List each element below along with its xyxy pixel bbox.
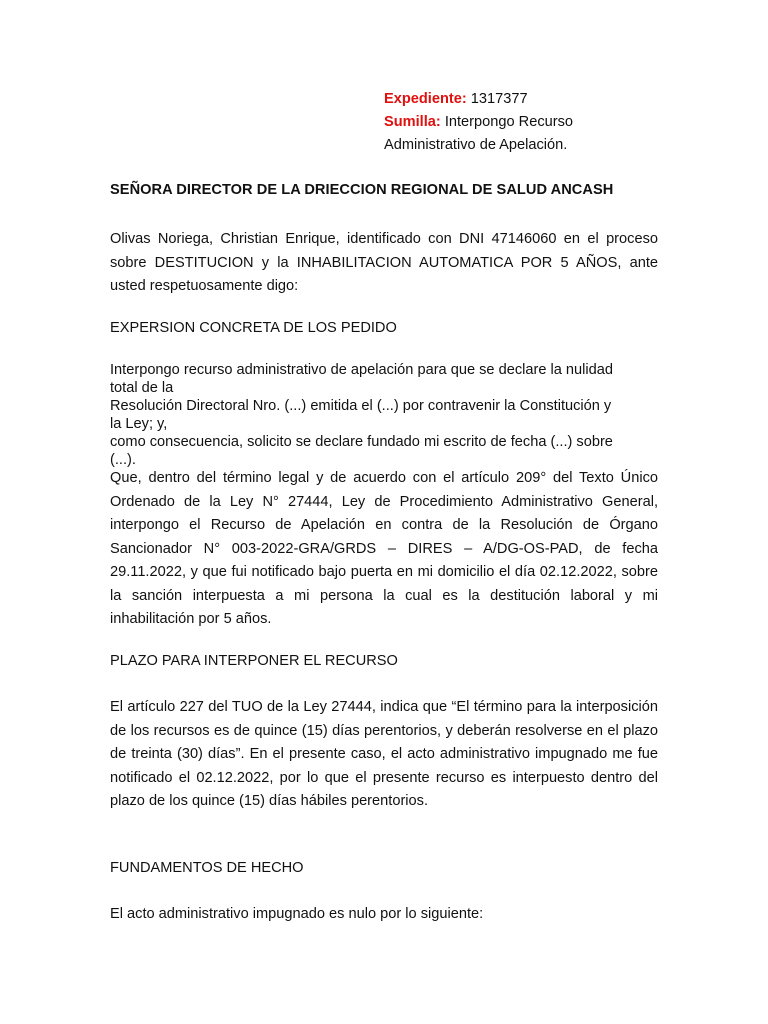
hecho-heading: FUNDAMENTOS DE HECHO	[110, 860, 304, 876]
sumilla-line	[384, 111, 684, 134]
expediente-value: 1317377	[466, 91, 528, 107]
sumilla-value: Interpongo Recurso	[440, 114, 574, 130]
plazo-heading: PLAZO PARA INTERPONER EL RECURSO	[110, 653, 398, 669]
pedido-paragraph: Que, dentro del término legal y de acuerdo con el artículo 209° del Texto Único Ordenado de la Ley N° 27444, Ley de Procedimiento Administrativo General, interpongo el Recurso de Apelación en contra de la Resolución de Órgano Sancionador N° 003-2022-GRA/GRDS – DIRES – A/DG-OS-PAD, de fecha 29.11.2022, y que fui notificado bajo puerta en mi domicilio el día 02.12.2022, sobre la sanción interpuesta a mi persona la cual es la destitución laboral y mi inhabilitación por 5 años.	[110, 470, 658, 627]
pedido-line: Resolución Directoral Nro. (...) emitida el (...) por contravenir la Constitución y	[110, 398, 612, 414]
plazo-paragraph: El artículo 227 del TUO de la Ley 27444, indica que “El término para la interposición de los recursos es de quince (15) días perentorios, y deberán resolverse en el plazo de treinta (30) días”. En el presente caso, el acto administrativo impugnado me fue notificado el 02.12.2022, por lo que el presente recurso es interpuesto dentro del plazo de los quince (15) días hábiles perentorios.	[110, 699, 658, 809]
pedido-line: (...).	[110, 451, 136, 468]
expediente-line	[384, 88, 684, 111]
pedido-line: la Ley; y,	[110, 415, 168, 432]
pedido-lines	[110, 363, 670, 468]
pedido-line: total de la	[110, 379, 174, 396]
sumilla-value-continued: Administrativo de Apelación.	[384, 137, 568, 153]
case-header	[384, 88, 684, 157]
pedido-heading: EXPERSION CONCRETA DE LOS PEDIDO	[110, 320, 397, 336]
pedido-line: como consecuencia, solicito se declare fundado mi escrito de fecha (...) sobre	[110, 434, 613, 450]
expediente-label: Expediente:	[384, 91, 467, 107]
pedido-line: Interpongo recurso administrativo de apelación para que se declare la nulidad	[110, 362, 613, 378]
intro-paragraph: Olivas Noriega, Christian Enrique, identificado con DNI 47146060 en el proceso sobre DESTITUCION y la INHABILITACION AUTOMATICA POR 5 AÑOS, ante usted respetuosamente digo:	[110, 231, 658, 294]
hecho-paragraph: El acto administrativo impugnado es nulo por lo siguiente:	[110, 906, 484, 922]
sumilla-label: Sumilla:	[384, 114, 441, 130]
addressee-title: SEÑORA DIRECTOR DE LA DRIECCION REGIONAL DE SALUD ANCASH	[110, 182, 614, 198]
